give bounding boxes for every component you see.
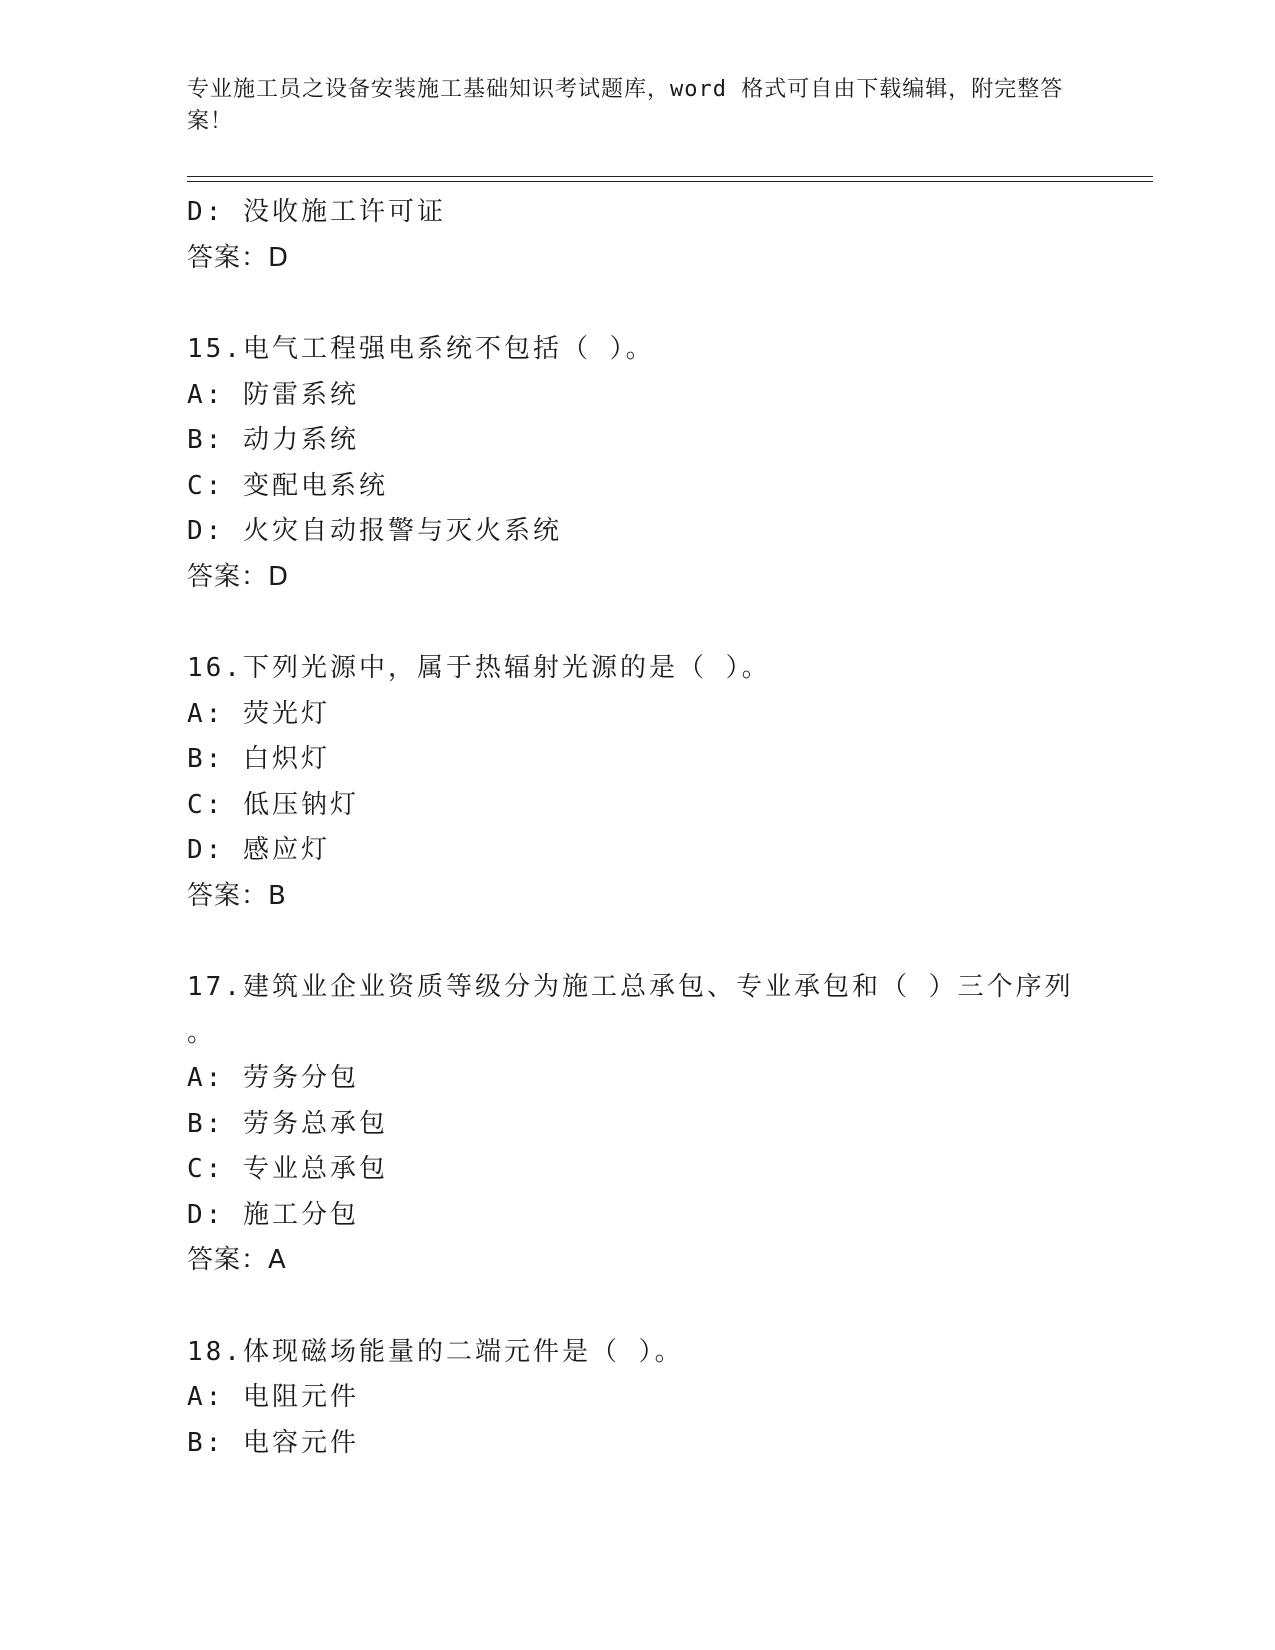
option-a: A: 电阻元件 bbox=[187, 1382, 359, 1412]
option-b: B: 劳务总承包 bbox=[187, 1108, 388, 1139]
question-stem: 15.电气工程强电系统不包括（ ）。 bbox=[187, 334, 655, 364]
header-divider-top bbox=[187, 176, 1153, 177]
option-c: C: 变配电系统 bbox=[187, 470, 388, 501]
answer: 答案：D bbox=[187, 242, 290, 273]
answer: 答案：D bbox=[187, 561, 290, 592]
header-text: 专业施工员之设备安装施工基础知识考试题库，word 格式可自由下载编辑，附完整答案！ bbox=[187, 77, 1064, 134]
option-b: B: 电容元件 bbox=[187, 1427, 359, 1458]
option-b: B: 动力系统 bbox=[187, 425, 359, 455]
option-d: D: 火灾自动报警与灭火系统 bbox=[187, 516, 562, 546]
option-a: A: 防雷系统 bbox=[187, 379, 359, 410]
option-a: A: 荧光灯 bbox=[187, 698, 330, 729]
option-a: A: 劳务分包 bbox=[187, 1063, 359, 1093]
document-header bbox=[187, 74, 1067, 138]
option-c: C: 低压钠灯 bbox=[187, 789, 359, 820]
option-b: B: 白炽灯 bbox=[187, 744, 330, 774]
spacer bbox=[187, 281, 1087, 327]
question-17 bbox=[187, 965, 1087, 1284]
option-d: D: 没收施工许可证 bbox=[187, 197, 446, 227]
option-d: D: 施工分包 bbox=[187, 1199, 359, 1230]
option-d: D: 感应灯 bbox=[187, 835, 330, 865]
question-stem: 17.建筑业企业资质等级分为施工总承包、专业承包和（ ）三个序列 bbox=[187, 972, 1074, 1002]
question-15 bbox=[187, 327, 1087, 600]
question-16 bbox=[187, 646, 1087, 919]
option-c: C: 专业总承包 bbox=[187, 1154, 388, 1184]
spacer bbox=[187, 1284, 1087, 1330]
question-stem: 18.体现磁场能量的二端元件是（ ）。 bbox=[187, 1336, 684, 1367]
question-18 bbox=[187, 1330, 1087, 1467]
header-divider-bottom bbox=[187, 181, 1153, 182]
question-stem: 16.下列光源中，属于热辐射光源的是（ ）。 bbox=[187, 653, 771, 683]
spacer bbox=[187, 600, 1087, 646]
answer: 答案：A bbox=[187, 1245, 287, 1275]
question-stem-tail: 。 bbox=[187, 1017, 217, 1048]
question-list bbox=[187, 190, 1087, 1466]
spacer bbox=[187, 919, 1087, 965]
answer: 答案：B bbox=[187, 880, 287, 911]
